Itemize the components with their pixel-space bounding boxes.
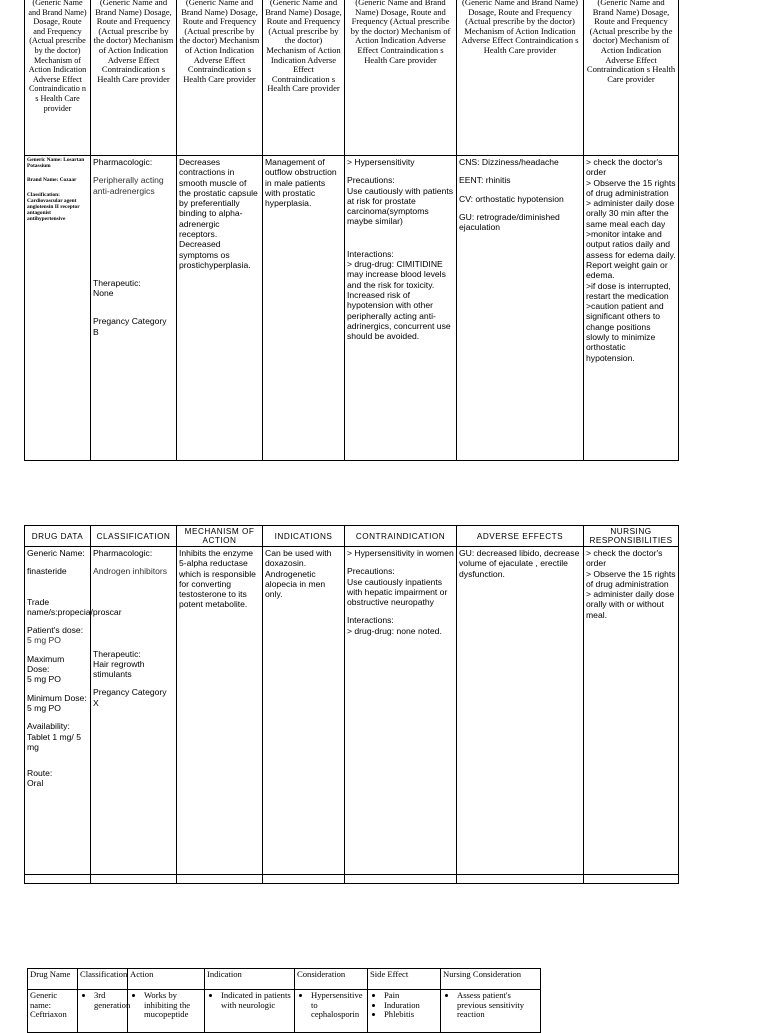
precautions-label: Precautions: [347, 175, 395, 186]
pharmacologic-value: Peripherally acting anti-adrenergics [93, 175, 164, 196]
header-indication: Indication [205, 969, 295, 990]
header-mechanism: MECHANISM OF ACTION [177, 526, 263, 547]
pregnancy-category: Pregancy Category X [93, 687, 167, 708]
precautions-text: Use cautiously with patients at risk for prostate carcinoma(symptoms maybe similar) [347, 185, 454, 227]
header-side-effect: Side Effect [368, 969, 441, 990]
consideration-cell [295, 990, 368, 1033]
header-classification: Classification [78, 969, 128, 990]
list-item: • Phlebitis [384, 1010, 438, 1020]
header-contraindication: CONTRAINDICATION [345, 526, 457, 547]
generic-name: finasteride [27, 566, 67, 577]
indications-cell: Can be used with doxazosin. Androgenetic alopecia in men only. [263, 547, 345, 875]
classification-cell [91, 156, 177, 461]
therapeutic-label: Therapeutic: [93, 277, 141, 288]
drug-table-ceftriaxone [27, 968, 541, 1033]
adverse-effects-cell: GU: decreased libido, decrease volume of ejaculate , erectile dysfunction. [457, 547, 584, 875]
classification-cell [91, 547, 177, 875]
hypersensitivity-text: > Hypersensitivity in women [347, 548, 454, 558]
header-nursing-consideration: Nursing Consideration [441, 969, 541, 990]
hypersensitivity-text: > Hypersensitivity [347, 157, 415, 167]
generic-name: Generic Name: Losartan Potassium [27, 157, 85, 170]
pharmacologic-label: Pharmacologic: [93, 157, 153, 167]
nursing-item: > administer daily dose orally 30 min after the same meal each day [586, 198, 675, 229]
table1-header-cell: (Generic Name and Brand Name) Dosage, Route and Frequency (Actual prescribe by the doctor) Mechanism of Action Indication Adverse Effect Contraindication s Health Care provider [263, 0, 345, 156]
contraindication-cell [345, 547, 457, 875]
adverse-cns: CNS: Dizziness/headache [459, 157, 559, 167]
header-classification: CLASSIFICATION [91, 526, 177, 547]
route-label: Route: [27, 768, 53, 779]
interactions-label: Interactions: [347, 248, 394, 259]
mechanism-cell: Decreases contractions in smooth muscle of the prostatic capsule by preferentially binding to alpha-adrenergic receptors. Decreased symptoms os prostichyperplasia. [177, 156, 263, 461]
header-adverse-effects: ADVERSE EFFECTS [457, 526, 584, 547]
availability: Tablet 1 mg/ 5 mg [27, 731, 81, 752]
nursing-cell [584, 156, 679, 461]
nursing-item: >caution patient and significant others to change positions slowly to minimize orthostatic hypotension. [586, 301, 664, 363]
therapeutic-value: None [93, 288, 114, 299]
list-item: • Works by inhibiting the mucopeptide [144, 991, 202, 1020]
therapeutic-label: Therapeutic: [93, 648, 141, 659]
table1-body-row [25, 156, 679, 461]
table2-empty-row [25, 875, 679, 884]
drug-classification: Classification: Cardiovascular agent angiotensin II receptor antagonist antihypertensive [27, 191, 80, 223]
list-item: • 3rd generation [94, 991, 125, 1010]
precautions-label: Precautions: [347, 566, 395, 577]
pregnancy-category: Pregancy Category B [93, 316, 167, 337]
drug-table-finasteride [24, 525, 679, 884]
adverse-effects-cell [457, 156, 584, 461]
mechanism-cell: Inhibits the enzyme 5-alpha reductase which is responsible for converting testosterone to its potent metabolite. [177, 547, 263, 875]
list-item: • Pain [384, 991, 438, 1001]
nursing-item: > check the doctor's order [586, 157, 663, 178]
classification-cell [78, 990, 131, 1033]
patient-dose: 5 mg PO [27, 635, 61, 646]
nursing-consideration-cell [441, 990, 541, 1033]
table2-header-row [25, 526, 679, 547]
contraindication-cell [345, 156, 457, 461]
nursing-cell [584, 547, 679, 875]
route: Oral [27, 778, 44, 789]
trade-name: Trade name/s:propecia/proscar [27, 596, 122, 617]
adverse-cv: CV: orthostatic hypotension [459, 193, 564, 204]
interactions-label: Interactions: [347, 615, 394, 626]
list-item: • Hypersensitive to cephalosporin [311, 991, 365, 1020]
drug-name-cell: Generic name: Ceftriaxon [28, 990, 78, 1033]
therapeutic-value: Hair regrowth stimulants [93, 658, 145, 680]
header-indications: INDICATIONS [263, 526, 345, 547]
list-item: • Induration [384, 1001, 438, 1011]
header-action: Action [128, 969, 205, 990]
table1-header-row [25, 0, 679, 156]
adverse-eent: EENT: rhinitis [459, 175, 511, 186]
side-effect-cell [368, 990, 441, 1033]
table1-header-cell: (Generic Name and Brand Name) Dosage, Route and Frequency (Actual prescribe by the doctor) Mechanism of Action Indication Adverse Effect Contraindication s Health Care provider [177, 0, 263, 156]
table2-body-row [25, 547, 679, 875]
indication-cell [205, 990, 295, 1033]
header-consideration: Consideration [295, 969, 368, 990]
table1-header-cell: (Generic Name and Brand Name) Dosage, Route and Frequency (Actual prescribe by the doctor) Mechanism of Action Indication Adverse Effect Contraindicatio n s Health Care provider [25, 0, 91, 156]
nursing-item: >if dose is interrupted, restart the medication [586, 280, 671, 301]
table1-header-cell: (Generic Name and Brand Name) Dosage, Route and Frequency (Actual prescribe by the doctor) Mechanism of Action Indication Adverse Effect Contraindication s Health Care provider [91, 0, 177, 156]
action-cell [128, 990, 205, 1033]
table1-header-cell: (Generic Name and Brand Name) Dosage, Route and Frequency (Actual prescribe by the doctor) Mechanism of Action Indication Adverse Effect Contraindication s Health Care provider [457, 0, 584, 156]
pharmacologic-value: Androgen inhibitors [93, 566, 168, 577]
max-dose-label: Maximum Dose: [27, 653, 65, 675]
list-item: • Assess patient's previous sensitivity reaction [457, 991, 538, 1020]
min-dose-label: Minimum Dose: [27, 692, 87, 703]
nursing-item: > check the doctor's order [586, 548, 663, 569]
header-nursing: NURSING RESPONSIBILITIES [584, 526, 679, 547]
table1-header-cell: (Generic Name and Brand Name) Dosage, Route and Frequency (Actual prescribe by the doctor) Mechanism of Action Indication Adverse Effect Contraindication s Health Care provider [584, 0, 679, 156]
adverse-gu: GU: retrograde/diminished ejaculation [459, 211, 560, 233]
interactions-text: > drug-drug: CIMITIDINE may increase blood levels and the risk for toxicity. Increased risk of hypotension with other peripherally acting anti-adrinergics, concurrent use should be avoided. [347, 259, 451, 342]
precautions-text: Use cautiously inpatients with hepatic impairment or obstructive neuropathy [347, 576, 448, 608]
nursing-item: > Observe the 15 rights of drug administration [586, 568, 676, 589]
table3-header-row [28, 969, 541, 990]
max-dose: 5 mg PO [27, 674, 61, 685]
nursing-item: > administer daily dose orally with or without meal. [586, 589, 675, 620]
brand-name: Brand Name: Cozaar [27, 177, 77, 184]
nursing-item: > Observe the 15 rights of drug administration [586, 177, 676, 198]
drug-data-cell [25, 156, 91, 461]
min-dose: 5 mg PO [27, 702, 61, 713]
indications-cell: Management of outflow obstruction in male patients with prostatic hyperplasia. [263, 156, 345, 461]
interactions-text: > drug-drug: none noted. [347, 625, 442, 636]
header-drug-data: DRUG DATA [25, 526, 91, 547]
table3-body-row [28, 990, 541, 1033]
pharmacologic-label: Pharmacologic: [93, 548, 153, 558]
nursing-item: >monitor intake and output ratios daily and assess for edema daily. Report weight gain or edema. [586, 229, 676, 281]
generic-label: Generic Name: [27, 548, 85, 558]
drug-table-losartan [24, 0, 679, 461]
list-item: • Indicated in patients with neurologic [221, 991, 292, 1010]
availability-label: Availability: [27, 721, 70, 732]
patient-dose-label: Patient's dose: [27, 625, 84, 636]
header-drug-name: Drug Name [28, 969, 78, 990]
table1-header-cell: (Generic Name and Brand Name) Dosage, Route and Frequency (Actual prescribe by the doctor) Mechanism of Action Indication Adverse Effect Contraindication s Health Care provider [345, 0, 457, 156]
